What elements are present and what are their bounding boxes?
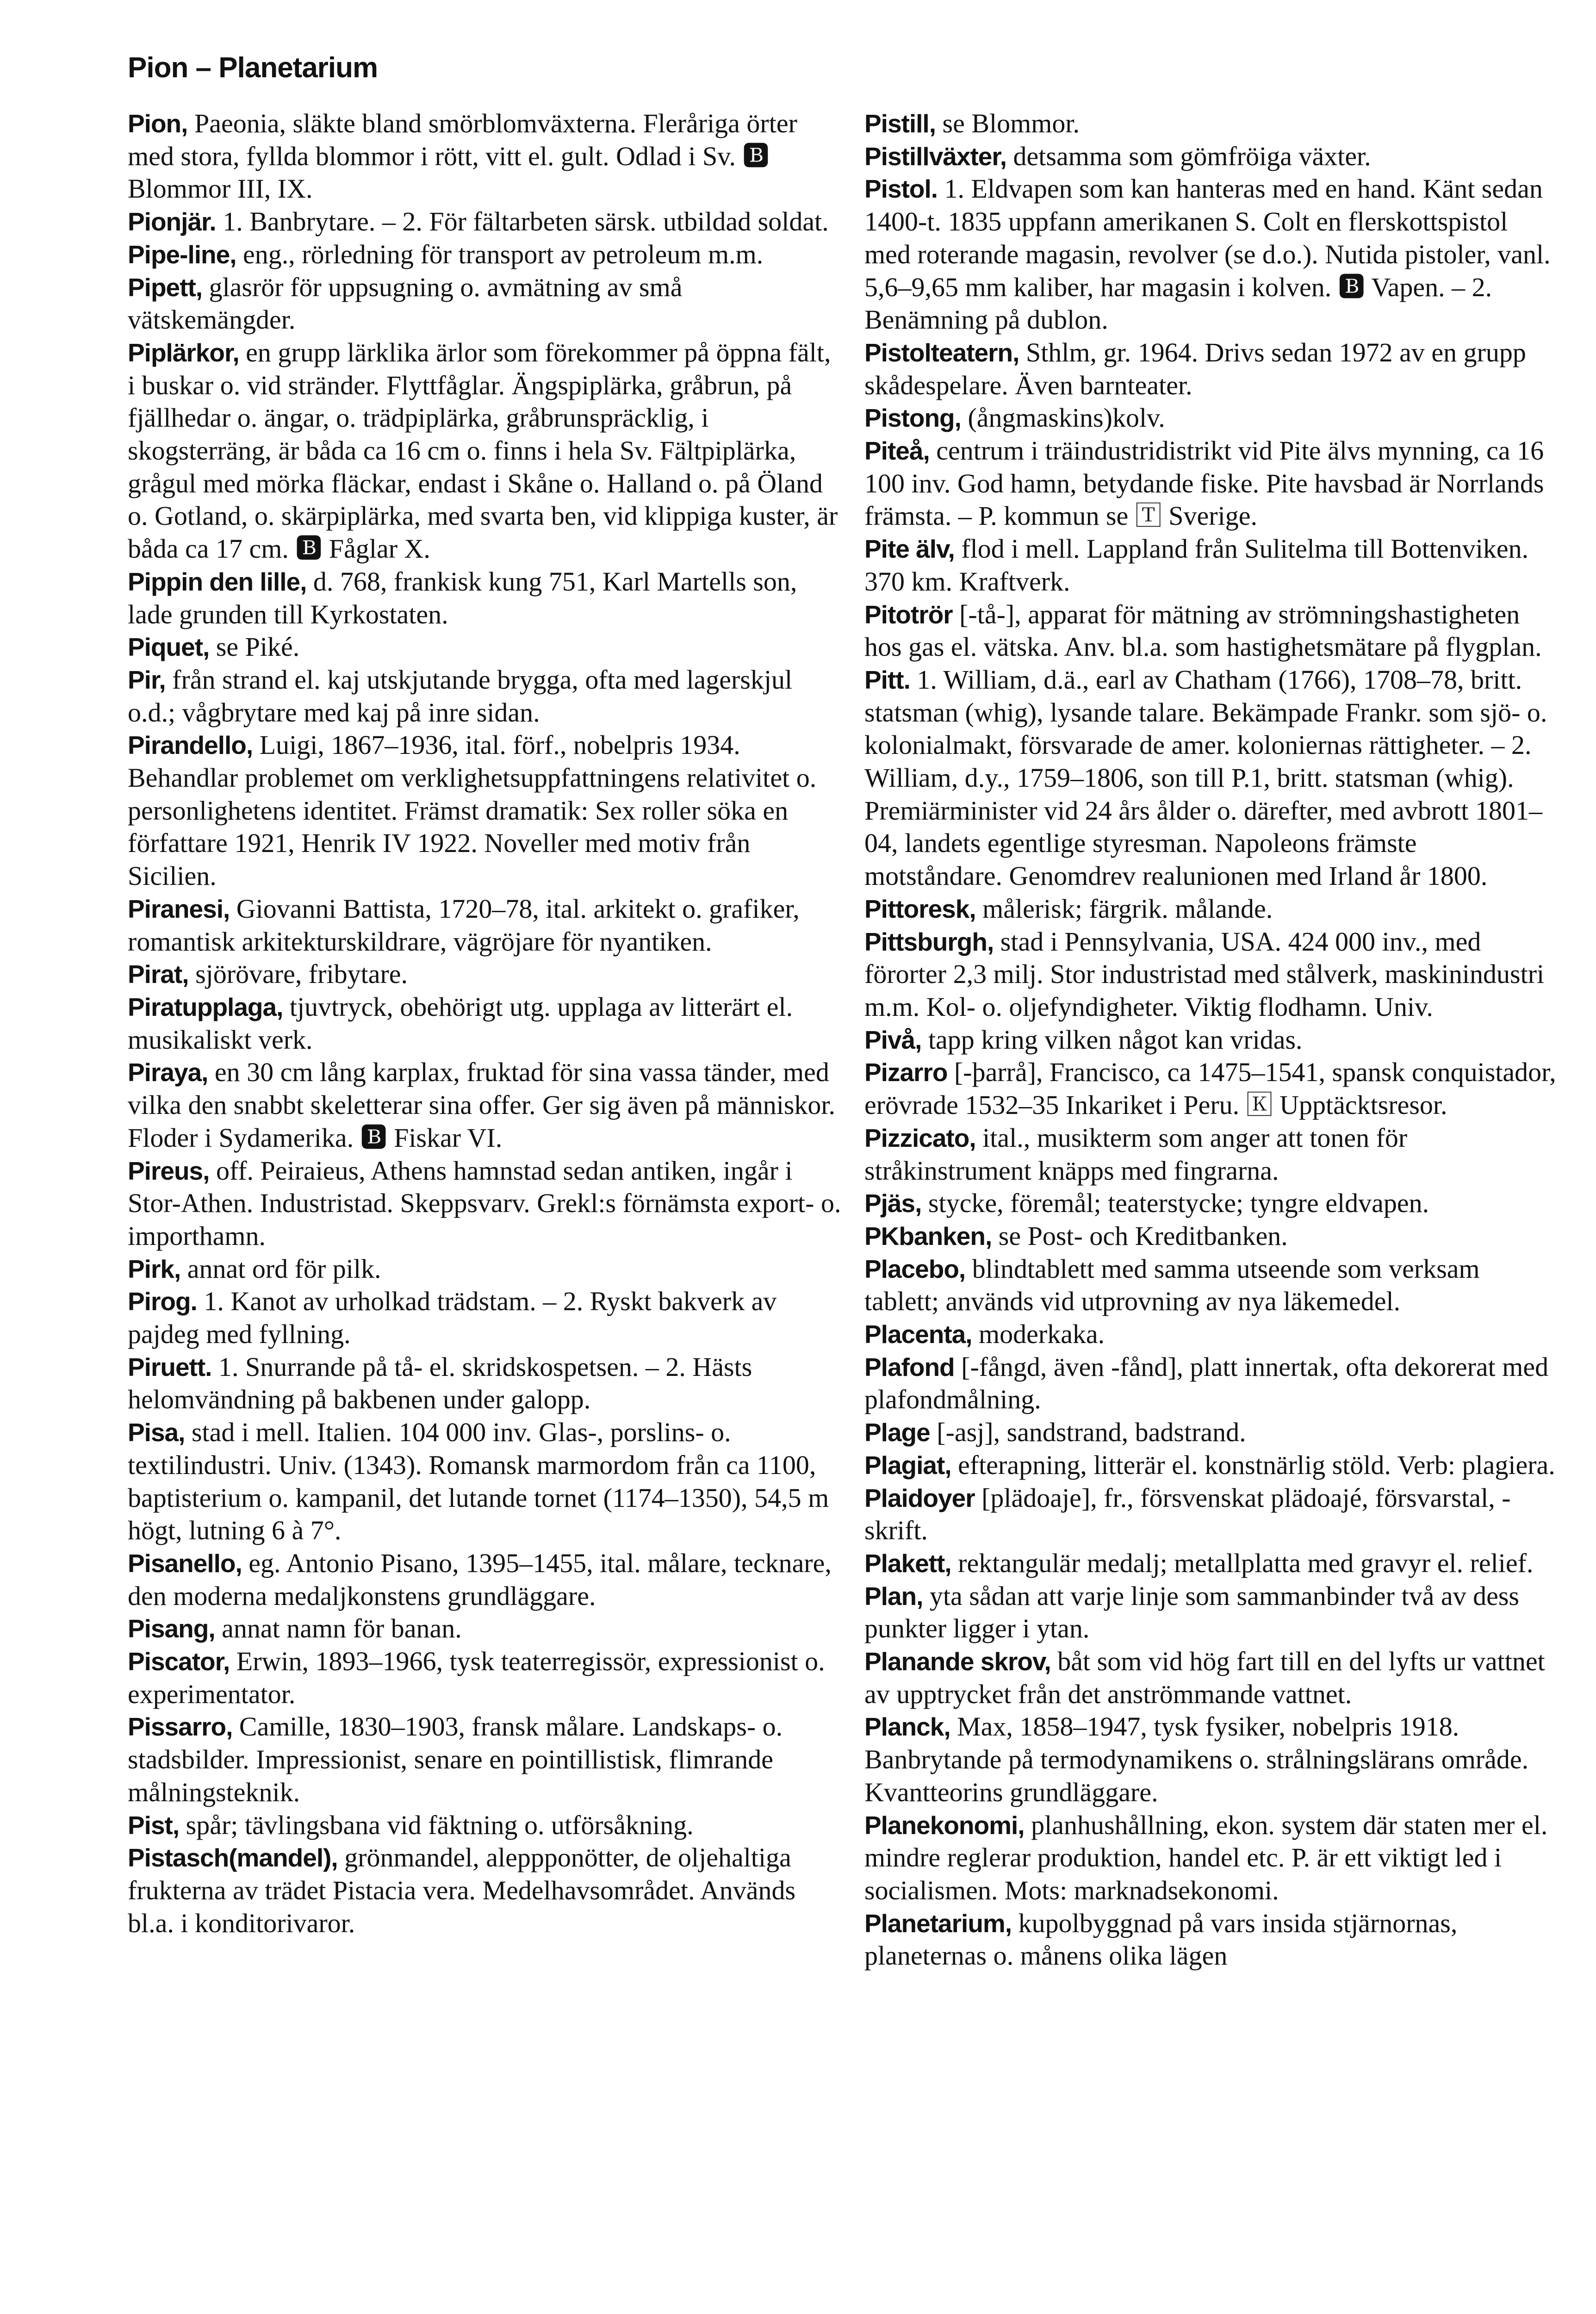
entry-headword: Pipe-line, bbox=[128, 240, 236, 269]
entry-headword: PKbanken, bbox=[864, 1221, 992, 1250]
entry-text: tjuvtryck, obehörigt utg. upplaga av litterärt el. musikaliskt verk. bbox=[128, 991, 793, 1055]
dictionary-entry bbox=[128, 631, 843, 664]
dictionary-entry bbox=[864, 1580, 1559, 1645]
entry-headword: Piranesi, bbox=[128, 894, 230, 923]
entry-headword: Plagiat, bbox=[864, 1450, 951, 1480]
entry-headword: Pirog. bbox=[128, 1287, 197, 1316]
entry-headword: Pistasch(mandel), bbox=[128, 1843, 338, 1872]
dictionary-entry bbox=[128, 271, 843, 336]
dictionary-entry bbox=[128, 1612, 843, 1645]
entry-headword: Plakett, bbox=[864, 1549, 951, 1578]
dictionary-entry bbox=[864, 1318, 1559, 1351]
dictionary-entry bbox=[864, 664, 1559, 893]
entry-text: flod i mell. Lappland från Sulitelma till Bottenviken. 370 km. Kraftverk. bbox=[864, 534, 1529, 597]
entry-headword: Pitotrör bbox=[864, 600, 953, 629]
dictionary-entry bbox=[128, 1645, 843, 1711]
entry-text: stycke, föremål; teaterstycke; tyngre eldvapen. bbox=[921, 1188, 1429, 1219]
entry-text: målerisk; färgrik. målande. bbox=[975, 893, 1273, 924]
entry-headword: Pistol. bbox=[864, 174, 938, 204]
entry-headword: Piraya, bbox=[128, 1058, 208, 1087]
dictionary-entry bbox=[864, 1907, 1559, 1972]
entry-headword: Pipett, bbox=[128, 273, 203, 302]
entry-headword: Pissarro, bbox=[128, 1712, 233, 1742]
entry-headword: Pistong, bbox=[864, 404, 961, 433]
entry-text: [-asj], sandstrand, badstrand. bbox=[930, 1417, 1246, 1448]
dictionary-entry bbox=[864, 173, 1559, 336]
entry-text: båt som vid hög fart till en del lyfts ur vattnet av upptrycket från det anströmmande vattnet. bbox=[864, 1646, 1545, 1709]
dictionary-entry bbox=[864, 1809, 1559, 1907]
entry-text: (ångmaskins)kolv. bbox=[961, 403, 1165, 433]
entry-text: stad i Pennsylvania, USA. 424 000 inv., med förorter 2,3 milj. Stor industristad med stålverk, maskinindustri m.m. Kol- o. oljefyndigheter. Viktig flodhamn. Univ. bbox=[864, 926, 1545, 1022]
entry-headword: Pistill, bbox=[864, 109, 936, 138]
entry-text: kupolbyggnad på vars insida stjärnornas, planeternas o. månens olika lägen bbox=[864, 1908, 1458, 1971]
entry-text: d. 768, frankisk kung 751, Karl Martells son, lade grunden till Kyrkostaten. bbox=[128, 566, 797, 629]
dictionary-entry bbox=[864, 1056, 1559, 1121]
dictionary-entry bbox=[864, 893, 1559, 926]
entry-headword: Piplärkor, bbox=[128, 338, 239, 367]
entry-text: 1. Snurrande på tå- el. skridskospetsen. – 2. Hästs helomvändning på bakbenen under galopp. bbox=[128, 1351, 752, 1415]
entry-headword: Planekonomi, bbox=[864, 1810, 1025, 1840]
dictionary-entry bbox=[128, 1711, 843, 1809]
page-header: Pion – Planetarium bbox=[128, 52, 378, 84]
entry-headword: Pivå, bbox=[864, 1025, 922, 1054]
entry-text: stad i mell. Italien. 104 000 inv. Glas-, porslins- o. textilindustri. Univ. (1343). Romansk marmordom från ca 1100, baptisterium o. kampanil, det lutande tornet (1174–1350), 54,5 m högt, lutning 6 à 7°. bbox=[128, 1417, 829, 1546]
entry-text: 1. William, d.ä., earl av Chatham (1766), 1708–78, britt. statsman (whig), lysande talare. Bekämpade Frankr. som sjö- o. kolonialmakt, försvarade de amer. koloniernas rättigheter. – 2. William, d.y., 1759–1806, son till P.1, britt. statsman (whig). Premiärminister vid 24 års ålder o. därefter, med avbrott 1801–04, landets egentlige styresman. Napoleons främste motståndare. Genomdrev realunionen med Irland år 1800. bbox=[864, 664, 1547, 891]
dictionary-entry bbox=[128, 1809, 843, 1842]
entry-text: ital., musikterm som anger att tonen för stråkinstrument knäpps med fingrarna. bbox=[864, 1122, 1408, 1186]
entry-text: efterapning, litterär el. konstnärlig stöld. Verb: plagiera. bbox=[951, 1449, 1555, 1480]
entry-text: tapp kring vilken något kan vridas. bbox=[921, 1024, 1303, 1055]
entry-text: [plädoaje], fr., försvenskat plädoajé, försvarstal, -skrift. bbox=[864, 1482, 1511, 1546]
entry-headword: Pisanello, bbox=[128, 1549, 242, 1578]
entry-text: 1. Banbrytare. – 2. För fältarbeten särsk. utbildad soldat. bbox=[216, 206, 829, 237]
entry-text: Camille, 1830–1903, fransk målare. Landskaps- o. stadsbilder. Impressionist, senare en pointillistisk, flimrande målningsteknik. bbox=[128, 1711, 783, 1807]
dictionary-entry bbox=[864, 1024, 1559, 1057]
entry-text: Giovanni Battista, 1720–78, ital. arkitekt o. grafiker, romantisk arkitekturskildrare, vägröjare för nyantiken. bbox=[128, 893, 800, 957]
dictionary-entry bbox=[128, 893, 843, 958]
entry-text: spår; tävlingsbana vid fäktning o. utförsåkning. bbox=[179, 1810, 694, 1840]
entry-headword: Planande skrov, bbox=[864, 1647, 1051, 1676]
entry-headword: Planck, bbox=[864, 1712, 950, 1742]
dictionary-entry bbox=[128, 729, 843, 893]
dictionary-entry bbox=[864, 1187, 1559, 1220]
entry-text: Max, 1858–1947, tysk fysiker, nobelpris 1918. Banbrytande på termodynamikens o. strålningslärans område. Kvantteorins grundläggare. bbox=[864, 1711, 1529, 1807]
dictionary-entry bbox=[864, 1645, 1559, 1711]
entry-headword: Plafond bbox=[864, 1352, 955, 1381]
entry-text: [-fångd, även -fånd], platt innertak, ofta dekorerat med plafondmålning. bbox=[864, 1351, 1549, 1415]
entry-text: [-þarrå], Francisco, ca 1475–1541, spansk conquistador, erövrade 1532–35 Inkariket i Peru. 🄺 Upptäcktsresor. bbox=[864, 1057, 1556, 1120]
dictionary-entry bbox=[128, 1155, 843, 1253]
entry-text: [-tå-], apparat för mätning av strömningshastigheten hos gas el. vätska. Anv. bl.a. som hastighetsmätare på flygplan. bbox=[864, 599, 1542, 662]
entry-headword: Placebo, bbox=[864, 1254, 966, 1283]
entry-headword: Pjäs, bbox=[864, 1189, 922, 1218]
entry-headword: Pirat, bbox=[128, 960, 189, 989]
dictionary-entry bbox=[128, 238, 843, 271]
entry-text: rektangulär medalj; metallplatta med gravyr el. relief. bbox=[951, 1548, 1534, 1578]
entry-headword: Pirandello, bbox=[128, 731, 253, 760]
dictionary-entry bbox=[128, 336, 843, 566]
entry-text: eng., rörledning för transport av petroleum m.m. bbox=[236, 239, 764, 269]
left-column bbox=[128, 107, 843, 1940]
dictionary-entry bbox=[128, 1253, 843, 1286]
dictionary-entry bbox=[864, 1711, 1559, 1809]
entry-text: off. Peiraieus, Athens hamnstad sedan antiken, ingår i Stor-Athen. Industristad. Skeppsvarv. Grekl:s förnämsta export- o. importhamn. bbox=[128, 1155, 841, 1251]
entry-headword: Pite älv, bbox=[864, 535, 955, 564]
entry-headword: Plan, bbox=[864, 1581, 923, 1611]
dictionary-entry bbox=[864, 1122, 1559, 1187]
dictionary-entry bbox=[864, 926, 1559, 1024]
entry-headword: Pist, bbox=[128, 1810, 180, 1840]
dictionary-entry bbox=[128, 958, 843, 991]
entry-text: annat ord för pilk. bbox=[180, 1253, 381, 1284]
entry-headword: Pistolteatern, bbox=[864, 338, 1019, 367]
entry-text: eg. Antonio Pisano, 1395–1455, ital. målare, tecknare, den moderna medaljkonstens grundläggare. bbox=[128, 1548, 832, 1611]
entry-headword: Pisa, bbox=[128, 1418, 185, 1447]
dictionary-entry bbox=[864, 1547, 1559, 1580]
entry-headword: Piquet, bbox=[128, 633, 210, 662]
right-column bbox=[864, 107, 1559, 1972]
entry-headword: Pittoresk, bbox=[864, 894, 976, 923]
dictionary-entry bbox=[864, 435, 1559, 533]
entry-headword: Pisang, bbox=[128, 1614, 215, 1643]
dictionary-entry bbox=[128, 1351, 843, 1416]
dictionary-entry bbox=[864, 1220, 1559, 1253]
dictionary-entry bbox=[864, 140, 1559, 173]
dictionary-entry bbox=[864, 336, 1559, 402]
entry-text: 1. Kanot av urholkad trädstam. – 2. Ryskt bakverk av pajdeg med fyllning. bbox=[128, 1286, 777, 1350]
entry-headword: Pistillväxter, bbox=[864, 142, 1007, 171]
entry-headword: Pizzicato, bbox=[864, 1123, 976, 1152]
dictionary-entry bbox=[128, 1547, 843, 1612]
entry-headword: Pittsburgh, bbox=[864, 927, 994, 956]
entry-text: se Piké. bbox=[209, 632, 300, 662]
dictionary-entry bbox=[864, 1449, 1559, 1482]
entry-text: planhushållning, ekon. system där staten mer el. mindre reglerar produktion, handel etc. P. är ett viktigt led i socialismen. Mots: marknadsekonomi. bbox=[864, 1810, 1548, 1905]
entry-headword: Plaidoyer bbox=[864, 1483, 975, 1512]
entry-text: blindtablett med samma utseende som verksam tablett; används vid utprovning av nya läkemedel. bbox=[864, 1253, 1480, 1317]
entry-text: yta sådan att varje linje som sammanbinder två av dess punkter ligger i ytan. bbox=[864, 1580, 1519, 1644]
entry-text: sjörövare, fribytare. bbox=[188, 959, 408, 989]
entry-text: se Post- och Kreditbanken. bbox=[992, 1220, 1288, 1251]
entry-headword: Piruett. bbox=[128, 1352, 212, 1381]
entry-headword: Pion, bbox=[128, 109, 188, 138]
dictionary-entry bbox=[864, 107, 1559, 140]
entry-headword: Pireus, bbox=[128, 1156, 210, 1185]
entry-text: från strand el. kaj utskjutande brygga, ofta med lagerskjul o.d.; vågbrytare med kaj på inre sidan. bbox=[128, 664, 793, 728]
dictionary-entry bbox=[128, 1416, 843, 1547]
entry-text: en 30 cm lång karplax, fruktad för sina vassa tänder, med vilka den snabbt skeletterar sina offer. Ger sig även på människor. Floder i Sydamerika. 🅱 Fiskar VI. bbox=[128, 1057, 836, 1153]
dictionary-entry bbox=[128, 1056, 843, 1154]
entry-headword: Piscator, bbox=[128, 1647, 230, 1676]
entry-text: se Blommor. bbox=[936, 108, 1080, 138]
dictionary-entry bbox=[128, 107, 843, 205]
entry-text: Luigi, 1867–1936, ital. förf., nobelpris 1934. Behandlar problemet om verklighetsuppfattningens relativitet o. personlighetens identitet. Främst dramatik: Sex roller söka en författare 1921, Henrik IV 1922. Noveller med motiv från Sicilien. bbox=[128, 730, 817, 891]
entry-text: Paeonia, släkte bland smörblomväxterna. Fleråriga örter med stora, fyllda blommor i rött, vitt el. gult. Odlad i Sv. 🅱 Blommor III, IX. bbox=[128, 108, 797, 204]
dictionary-entry bbox=[864, 1482, 1559, 1547]
entry-text: Erwin, 1893–1966, tysk teaterregissör, expressionist o. experimentator. bbox=[128, 1646, 825, 1709]
entry-headword: Plage bbox=[864, 1418, 930, 1447]
entry-headword: Pitt. bbox=[864, 665, 910, 694]
dictionary-entry bbox=[128, 664, 843, 729]
entry-headword: Piratupplaga, bbox=[128, 992, 283, 1021]
dictionary-entry bbox=[128, 205, 843, 238]
entry-text: centrum i träindustridistrikt vid Pite älvs mynning, ca 16 100 inv. God hamn, betydande fiske. Pite havsbad är Norrlands främsta. – P. kommun se 🅃 Sverige. bbox=[864, 435, 1544, 531]
dictionary-entry bbox=[864, 1351, 1559, 1416]
entry-headword: Placenta, bbox=[864, 1320, 972, 1349]
dictionary-entry bbox=[128, 1841, 843, 1940]
entry-text: moderkaka. bbox=[972, 1319, 1105, 1350]
dictionary-entry bbox=[864, 1253, 1559, 1318]
dictionary-entry bbox=[128, 566, 843, 631]
entry-headword: Pionjär. bbox=[128, 207, 216, 236]
dictionary-entry bbox=[864, 1416, 1559, 1449]
dictionary-entry bbox=[864, 598, 1559, 664]
entry-headword: Pirk, bbox=[128, 1254, 181, 1283]
entry-headword: Pir, bbox=[128, 665, 166, 694]
dictionary-entry bbox=[128, 991, 843, 1056]
dictionary-entry bbox=[128, 1285, 843, 1350]
entry-text: glasrör för uppsugning o. avmätning av små vätskemängder. bbox=[128, 272, 683, 335]
entry-text: detsamma som gömfröiga växter. bbox=[1006, 141, 1371, 171]
entry-headword: Pippin den lille, bbox=[128, 567, 307, 596]
entry-headword: Pizarro bbox=[864, 1058, 948, 1087]
entry-headword: Piteå, bbox=[864, 436, 930, 466]
entry-headword: Planetarium, bbox=[864, 1909, 1012, 1938]
entry-text: annat namn för banan. bbox=[215, 1613, 462, 1644]
entry-text: en grupp lärklika ärlor som förekommer på öppna fält, i buskar o. vid stränder. Flyttfåglar. Ängspiplärka, gråbrun, på fjällhedar o. ängar, o. trädpiplärka, gråbrunspräcklig, i skogsterräng, är båda ca 16 cm o. finns i hela Sv. Fältpiplärka, grågul med mörka fläckar, endast i Skåne o. Halland o. på Öland o. Gotland, o. skärpiplärka, med svarta ben, vid klippiga kuster, är båda ca 17 cm. 🅱 Fåglar X. bbox=[128, 337, 838, 564]
dictionary-entry bbox=[864, 402, 1559, 435]
entry-text: grönmandel, aleppponötter, de oljehaltiga frukterna av trädet Pistacia vera. Medelhavsområdet. Används bl.a. i konditorivaror. bbox=[128, 1842, 796, 1938]
entry-text: 1. Eldvapen som kan hanteras med en hand. Känt sedan 1400-t. 1835 uppfann amerikanen S. Colt en flerskottspistol med roterande magasin, revolver (se d.o.). Nutida pistoler, vanl. 5,6–9,65 mm kaliber, har magasin i kolven. 🅱 Vapen. – 2. Benämning på dublon. bbox=[864, 174, 1551, 335]
dictionary-entry bbox=[864, 533, 1559, 598]
entry-text: Sthlm, gr. 1964. Drivs sedan 1972 av en grupp skådespelare. Även barnteater. bbox=[864, 337, 1526, 400]
